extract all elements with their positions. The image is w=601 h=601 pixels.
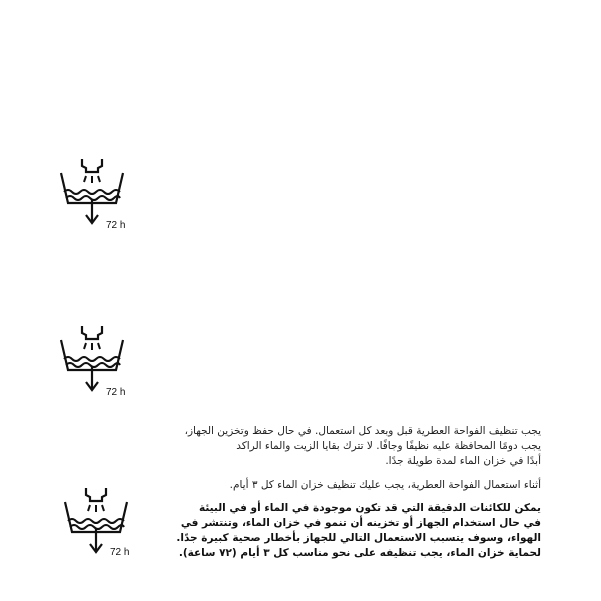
cleaning-instructions-paragraph xyxy=(61,424,541,469)
paragraph-line: لحماية خزان الماء، يجب تنظيفه على نحو مناسب كل ٣ أيام (٧٢ ساعة). xyxy=(178,547,541,559)
tank-cleaning-icon-2 xyxy=(58,322,138,402)
hours-label: 72 h xyxy=(106,387,126,398)
tank-cleaning-frequency-note xyxy=(61,478,541,493)
tank-cleaning-icon xyxy=(58,155,138,235)
paragraph-line: يمكن للكائنات الدقيقة التي قد تكون موجودة في الماء أو في البيئة xyxy=(198,502,541,514)
hours-label: 72 h xyxy=(106,220,126,231)
paragraph-line: الهواء، وسوف يتسبب الاستعمال التالي للجهاز بأخطار صحية كبيرة جدًا. xyxy=(176,532,541,544)
paragraph-line: أثناء استعمال الفواحة العطرية، يجب عليك تنظيف خزان الماء كل ٣ أيام. xyxy=(229,479,541,491)
tank-cleaning-icon-1 xyxy=(58,155,138,235)
paragraph-line: يجب دومًا المحافظة عليه نظيفًا وجافًا. لا تترك بقايا الزيت والماء الراكد xyxy=(236,440,541,452)
paragraph-line: أبدًا في خزان الماء لمدة طويلة جدًا. xyxy=(385,455,541,467)
tank-cleaning-icon xyxy=(58,322,138,402)
hours-label: 72 h xyxy=(110,547,130,558)
tank-cleaning-icon xyxy=(62,484,142,564)
health-warning-paragraph xyxy=(141,501,541,561)
tank-cleaning-icon-3 xyxy=(62,484,142,564)
paragraph-line: يجب تنظيف الفواحة العطرية قبل وبعد كل استعمال. في حال حفظ وتخزين الجهاز، xyxy=(184,425,541,437)
paragraph-line: في حال استخدام الجهاز أو تخزينه أن تنمو في خزان الماء، وتنتشر في xyxy=(180,517,541,529)
